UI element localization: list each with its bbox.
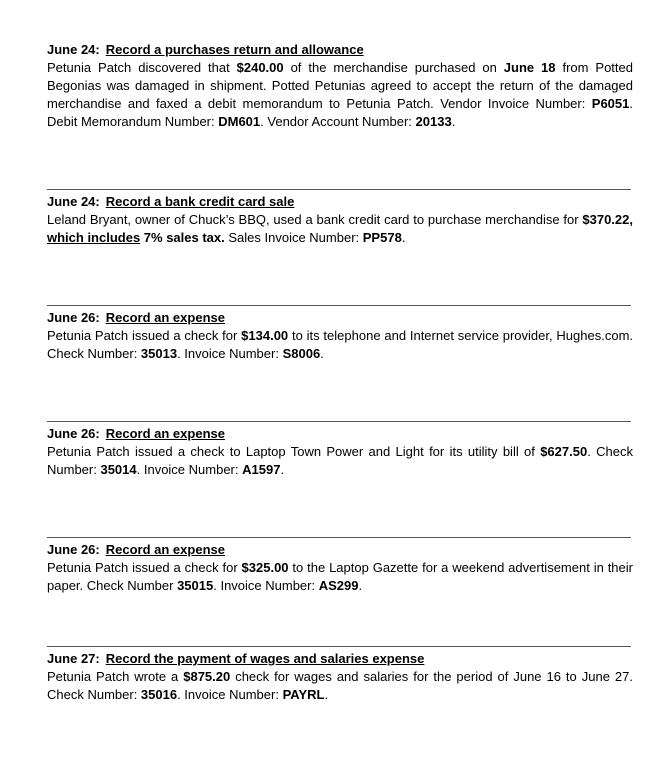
bold-value: AS299 bbox=[318, 578, 359, 593]
text-run: . bbox=[324, 687, 329, 702]
text-run: to the Laptop Gazette for a weekend advertisement in their paper. Check Number bbox=[47, 560, 633, 593]
entry-heading bbox=[47, 309, 633, 327]
text-run: . Invoice Number: bbox=[213, 578, 319, 593]
entry-text bbox=[47, 668, 633, 704]
bold-value: 35016 bbox=[140, 687, 178, 702]
text-run: . Invoice Number: bbox=[177, 687, 283, 702]
bold-value: $370.22, bbox=[582, 212, 633, 227]
text-run: Petunia Patch issued a check to Laptop Town Power and Light for its utility bill of bbox=[47, 444, 541, 459]
text-run: . Debit Memorandum Number: bbox=[47, 96, 633, 129]
entry-date: June 26: bbox=[47, 542, 100, 557]
entry-3 bbox=[47, 309, 633, 363]
text-run: . Invoice Number: bbox=[136, 462, 243, 477]
text-run: . bbox=[320, 346, 324, 361]
bold-value: $875.20 bbox=[183, 669, 231, 684]
text-run: . bbox=[280, 462, 285, 477]
entry-heading bbox=[47, 541, 633, 559]
bold-value: 20133 bbox=[415, 114, 452, 129]
bold-value: P6051 bbox=[591, 96, 630, 111]
entry-heading bbox=[47, 193, 633, 211]
entry-text bbox=[47, 327, 633, 363]
text-run: . bbox=[358, 578, 363, 593]
bold-value: 7% sales tax. bbox=[140, 230, 225, 245]
bold-value: PAYRL bbox=[282, 687, 325, 702]
bold-value: A1597 bbox=[242, 462, 281, 477]
entry-date: June 26: bbox=[47, 310, 100, 325]
entry-5 bbox=[47, 541, 633, 595]
entry-6 bbox=[47, 650, 633, 704]
bold-value: which includes bbox=[47, 230, 141, 245]
entry-date: June 24: bbox=[47, 42, 100, 57]
entry-heading bbox=[47, 425, 633, 443]
bold-value: $240.00 bbox=[236, 60, 284, 75]
text-run: to its telephone and Internet service provider, Hughes.com. Check Number: bbox=[47, 328, 634, 361]
bold-value: $325.00 bbox=[241, 560, 289, 575]
entry-1 bbox=[47, 41, 633, 131]
bold-value: PP578 bbox=[362, 230, 402, 245]
entry-title: Record an expense bbox=[105, 542, 225, 557]
text-run: from Potted Begonias was damaged in shipment. Potted Petunias agreed to accept the return of the damaged merchandise and faxed a debit memorandum to Petunia Patch. Vendor Invoice Number: bbox=[47, 60, 633, 111]
entry-heading bbox=[47, 41, 633, 59]
text-run: Petunia Patch wrote a bbox=[47, 669, 184, 684]
entry-title: Record the payment of wages and salaries expense bbox=[105, 651, 425, 666]
entry-4 bbox=[47, 425, 633, 479]
entry-text bbox=[47, 559, 633, 595]
entry-title: Record an expense bbox=[105, 310, 225, 325]
bold-value: 35015 bbox=[177, 578, 214, 593]
entry-title: Record a bank credit card sale bbox=[105, 194, 295, 209]
text-run: . Vendor Account Number: bbox=[260, 114, 416, 129]
text-run: . Invoice Number: bbox=[177, 346, 283, 361]
entry-date: June 24: bbox=[47, 194, 100, 209]
text-run: Sales Invoice Number: bbox=[224, 230, 363, 245]
text-run: of the merchandise purchased on bbox=[283, 60, 504, 75]
text-run: Petunia Patch issued a check for bbox=[47, 560, 242, 575]
entry-text bbox=[47, 59, 633, 131]
divider bbox=[47, 305, 631, 306]
bold-value: S8006 bbox=[282, 346, 321, 361]
divider bbox=[47, 421, 631, 422]
entry-date: June 26: bbox=[47, 426, 100, 441]
bold-value: June 18 bbox=[503, 60, 556, 75]
text-run: Petunia Patch issued a check for bbox=[47, 328, 242, 343]
entry-title: Record a purchases return and allowance bbox=[105, 42, 364, 57]
entry-2 bbox=[47, 193, 633, 247]
text-run: . bbox=[401, 230, 406, 245]
entry-heading bbox=[47, 650, 633, 668]
divider bbox=[47, 537, 631, 538]
text-run: Petunia Patch discovered that bbox=[47, 60, 237, 75]
entry-title: Record an expense bbox=[105, 426, 225, 441]
bold-value: 35014 bbox=[100, 462, 137, 477]
bold-value: $134.00 bbox=[241, 328, 289, 343]
text-run: check for wages and salaries for the period of June 16 to June 27. Check Number: bbox=[47, 669, 633, 702]
text-run: . Check Number: bbox=[47, 444, 633, 477]
divider bbox=[47, 646, 631, 647]
bold-value: $627.50 bbox=[540, 444, 588, 459]
entry-date: June 27: bbox=[47, 651, 100, 666]
bold-value: DM601 bbox=[218, 114, 261, 129]
bold-value: 35013 bbox=[140, 346, 178, 361]
text-run: . bbox=[451, 114, 456, 129]
entry-text bbox=[47, 443, 633, 479]
divider bbox=[47, 189, 631, 190]
text-run: Leland Bryant, owner of Chuck’s BBQ, used a bank credit card to purchase merchandise for bbox=[47, 212, 583, 227]
entry-text bbox=[47, 211, 633, 247]
